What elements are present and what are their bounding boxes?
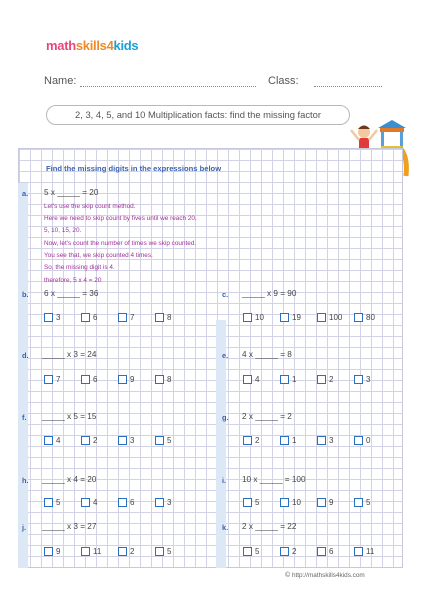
answer-option[interactable]: 6	[81, 311, 97, 323]
checkbox[interactable]	[44, 313, 53, 322]
answer-option[interactable]: 1	[280, 373, 296, 385]
answer-option[interactable]: 5	[354, 496, 370, 508]
question-label-a: a.	[22, 189, 29, 198]
answer-option[interactable]: 9	[317, 496, 333, 508]
question-label-j: j.	[22, 523, 27, 532]
checkbox[interactable]	[155, 547, 164, 556]
question-label-i: i.	[222, 476, 227, 485]
answer-option[interactable]: 5	[155, 545, 171, 557]
explanation-line-6: So, the missing digit is 4.	[44, 264, 115, 271]
class-field[interactable]	[314, 86, 382, 87]
class-label: Class:	[268, 75, 299, 87]
answer-option[interactable]: 8	[155, 373, 171, 385]
checkbox[interactable]	[155, 436, 164, 445]
checkbox[interactable]	[81, 436, 90, 445]
question-expression-c: _____ x 9 = 90	[242, 289, 297, 298]
name-label: Name:	[44, 75, 77, 87]
explanation-line-1: Let's use the skip count method.	[44, 203, 136, 210]
answer-option[interactable]: 3	[317, 434, 333, 446]
answer-option[interactable]: 9	[118, 373, 134, 385]
question-label-b: b.	[22, 290, 29, 299]
question-label-e: e.	[222, 351, 229, 360]
answer-option[interactable]: 11	[354, 545, 374, 557]
answer-option[interactable]: 2	[317, 373, 333, 385]
worksheet-title: 2, 3, 4, 5, and 10 Multiplication facts: find the missing factor	[46, 105, 350, 125]
explanation-line-2: Here we need to skip count by fives until we reach 20.	[44, 215, 197, 222]
question-label-k: k.	[222, 523, 229, 532]
answer-option[interactable]: 8	[155, 311, 171, 323]
checkbox[interactable]	[118, 547, 127, 556]
logo-kids: kids	[113, 38, 139, 53]
answer-option[interactable]: 11	[81, 545, 101, 557]
answer-option[interactable]: 5	[243, 545, 259, 557]
checkbox[interactable]	[354, 375, 363, 384]
checkbox[interactable]	[44, 436, 53, 445]
checkbox[interactable]	[280, 375, 289, 384]
answer-option[interactable]: 10	[280, 496, 301, 508]
question-expression-e: 4 x _____ = 8	[242, 350, 292, 359]
answer-option[interactable]: 100	[317, 311, 342, 323]
checkbox[interactable]	[354, 498, 363, 507]
answer-option[interactable]: 7	[118, 311, 134, 323]
checkbox[interactable]	[280, 436, 289, 445]
name-field[interactable]	[80, 86, 256, 87]
name-class-row	[44, 75, 384, 91]
logo	[46, 38, 138, 53]
checkbox[interactable]	[280, 313, 289, 322]
checkbox[interactable]	[81, 547, 90, 556]
explanation-line-3: 5, 10, 15, 20.	[44, 227, 82, 234]
answer-option[interactable]: 2	[280, 545, 296, 557]
answer-option[interactable]: 4	[44, 434, 60, 446]
explanation-line-5: You see that, we skip counted 4 times.	[44, 252, 153, 259]
checkbox[interactable]	[118, 498, 127, 507]
question-label-d: d.	[22, 351, 29, 360]
question-expression-b: 6 x _____ = 36	[44, 289, 99, 298]
answer-option[interactable]: 4	[81, 496, 97, 508]
checkbox[interactable]	[118, 313, 127, 322]
explanation-line-7: therefore, 5 x 4 = 20	[44, 277, 102, 284]
answer-option[interactable]: 1	[280, 434, 296, 446]
checkbox[interactable]	[317, 547, 326, 556]
question-label-f: f.	[22, 413, 27, 422]
footer-url[interactable]	[285, 572, 365, 579]
checkbox[interactable]	[243, 547, 252, 556]
question-label-h: h.	[22, 476, 29, 485]
answer-option[interactable]: 6	[118, 496, 134, 508]
checkbox[interactable]	[354, 313, 363, 322]
checkbox[interactable]	[81, 375, 90, 384]
answer-option[interactable]: 7	[44, 373, 60, 385]
checkbox[interactable]	[317, 498, 326, 507]
answer-option[interactable]: 6	[317, 545, 333, 557]
question-expression-f: _____ x 5 = 15	[42, 412, 97, 421]
copyright-icon: ©	[285, 572, 291, 579]
question-expression-g: 2 x _____ = 2	[242, 412, 292, 421]
answer-option[interactable]: 9	[44, 545, 60, 557]
question-expression-i: 10 x _____ = 100	[242, 475, 306, 484]
answer-option[interactable]: 3	[354, 373, 370, 385]
checkbox[interactable]	[317, 436, 326, 445]
checkbox[interactable]	[118, 375, 127, 384]
logo-skills: skills	[75, 38, 107, 53]
checkbox[interactable]	[317, 375, 326, 384]
checkbox[interactable]	[354, 547, 363, 556]
answer-option[interactable]: 4	[243, 373, 259, 385]
explanation-line-4: Now, let's count the number of times we skip counted.	[44, 240, 197, 247]
question-expression-k: 2 x _____ = 22	[242, 522, 297, 531]
answer-option[interactable]: 10	[243, 311, 264, 323]
checkbox[interactable]	[280, 547, 289, 556]
answer-option[interactable]: 2	[81, 434, 97, 446]
checkbox[interactable]	[118, 436, 127, 445]
question-expression-d: _____ x 3 = 24	[42, 350, 97, 359]
checkbox[interactable]	[354, 436, 363, 445]
checkbox[interactable]	[243, 375, 252, 384]
answer-option[interactable]: 3	[44, 311, 60, 323]
question-label-g: g.	[222, 413, 229, 422]
checkbox[interactable]	[44, 498, 53, 507]
checkbox[interactable]	[155, 498, 164, 507]
answer-option[interactable]: 3	[155, 496, 171, 508]
checkbox[interactable]	[44, 375, 53, 384]
checkbox[interactable]	[155, 313, 164, 322]
checkbox[interactable]	[243, 498, 252, 507]
answer-option[interactable]: 6	[81, 373, 97, 385]
answer-option[interactable]: 2	[243, 434, 259, 446]
checkbox[interactable]	[280, 498, 289, 507]
answer-option[interactable]: 19	[280, 311, 301, 323]
footer-url-text: http://mathskills4kids.com	[291, 572, 365, 579]
checkbox[interactable]	[155, 375, 164, 384]
left-column-strip	[18, 183, 28, 568]
checkbox[interactable]	[243, 313, 252, 322]
answer-option[interactable]: 3	[118, 434, 134, 446]
checkbox[interactable]	[81, 498, 90, 507]
answer-option[interactable]: 80	[354, 311, 375, 323]
logo-four: 4	[106, 38, 114, 53]
answer-option[interactable]: 5	[44, 496, 60, 508]
answer-option[interactable]: 5	[155, 434, 171, 446]
logo-math: math	[46, 38, 76, 53]
question-expression-h: _____ x 4 = 20	[42, 475, 97, 484]
checkbox[interactable]	[317, 313, 326, 322]
answer-option[interactable]: 0	[354, 434, 370, 446]
checkbox[interactable]	[44, 547, 53, 556]
answer-option[interactable]: 2	[118, 545, 134, 557]
question-expression-a: 5 x _____ = 20	[44, 188, 99, 197]
question-expression-j: _____ x 3 = 27	[42, 522, 97, 531]
instructions: Find the missing digits in the expressions below	[46, 164, 222, 173]
checkbox[interactable]	[243, 436, 252, 445]
question-label-c: c.	[222, 290, 229, 299]
checkbox[interactable]	[81, 313, 90, 322]
answer-option[interactable]: 5	[243, 496, 259, 508]
